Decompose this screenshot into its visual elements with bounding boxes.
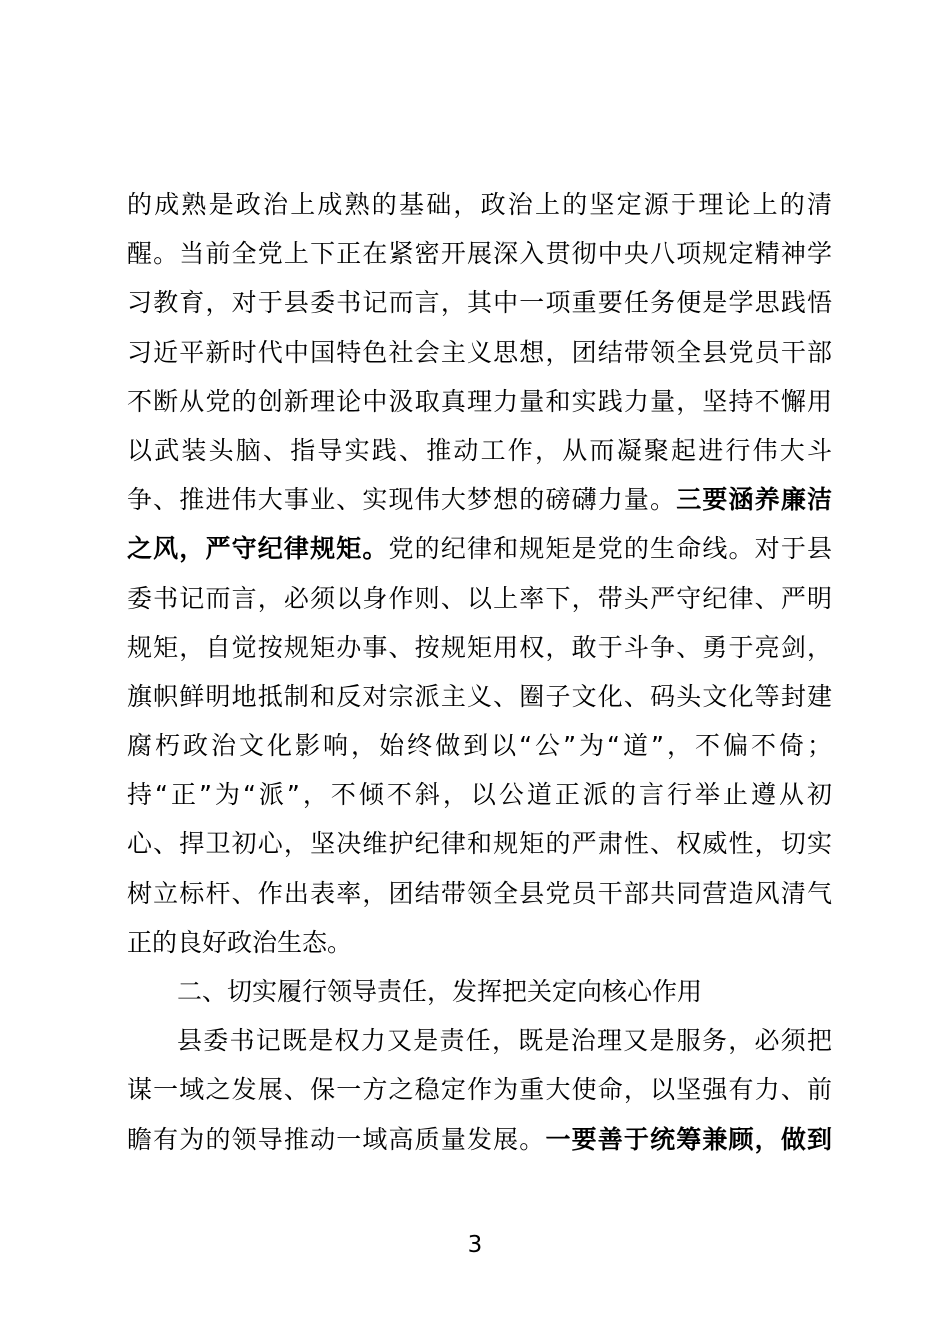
text-line: 醒。当前全党上下正在紧密开展深入贯彻中央八项规定精神学 bbox=[127, 239, 832, 269]
text-line bbox=[127, 475, 832, 524]
text-line: 树立标杆、作出表率，团结带领全县党员干部共同营造风清气 bbox=[127, 878, 832, 908]
section-heading: 二、切实履行领导责任，发挥把关定向核心作用 bbox=[177, 977, 703, 1006]
text-line: 旗帜鲜明地抵制和反对宗派主义、圈子文化、码头文化等封建 bbox=[127, 681, 832, 711]
bold-heading-run: 之风，严守纪律规矩。 bbox=[127, 534, 389, 564]
text-line: 心、捍卫初心，坚决维护纪律和规矩的严肃性、权威性，切实 bbox=[127, 829, 832, 859]
text-line: 县委书记既是权力又是责任，既是治理又是服务，必须把 bbox=[177, 1026, 832, 1056]
text-line: 委书记而言，必须以身作则、以上率下，带头严守纪律、严明 bbox=[127, 583, 832, 613]
text-line: 的成熟是政治上成熟的基础，政治上的坚定源于理论上的清 bbox=[127, 190, 832, 219]
bold-heading-run: 一要善于统筹兼顾，做到 bbox=[545, 1124, 832, 1154]
text-line bbox=[127, 1115, 832, 1164]
text-line: 不断从党的创新理论中汲取真理力量和实践力量，坚持不懈用 bbox=[127, 386, 832, 416]
page-number: 3 bbox=[467, 1232, 483, 1258]
text-line: 正的良好政治生态。 bbox=[127, 927, 353, 957]
text-line: 腐朽政治文化影响，始终做到以“公”为“道”，不偏不倚； bbox=[127, 731, 832, 761]
text-line: 持“正”为“派”，不倾不斜，以公道正派的言行举止遵从初 bbox=[127, 780, 832, 810]
text-run: 党的纪律和规矩是党的生命线。对于县 bbox=[388, 534, 832, 564]
text-run: 争、推进伟大事业、实现伟大梦想的磅礴力量。 bbox=[127, 485, 677, 515]
body-text bbox=[127, 180, 832, 1164]
text-run: 瞻有为的领导推动一域高质量发展。 bbox=[127, 1124, 546, 1154]
text-line: 习教育，对于县委书记而言，其中一项重要任务便是学思践悟 bbox=[127, 288, 832, 318]
text-line bbox=[127, 524, 832, 573]
text-line: 谋一域之发展、保一方之稳定作为重大使命，以坚强有力、前 bbox=[127, 1075, 832, 1105]
bold-heading-run: 三要涵养廉洁 bbox=[676, 485, 832, 515]
text-line: 习近平新时代中国特色社会主义思想，团结带领全县党员干部 bbox=[127, 337, 832, 367]
text-line: 规矩，自觉按规矩办事、按规矩用权，敢于斗争、勇于亮剑， bbox=[127, 632, 832, 662]
text-line: 以武装头脑、指导实践、推动工作，从而凝聚起进行伟大斗 bbox=[127, 435, 832, 465]
